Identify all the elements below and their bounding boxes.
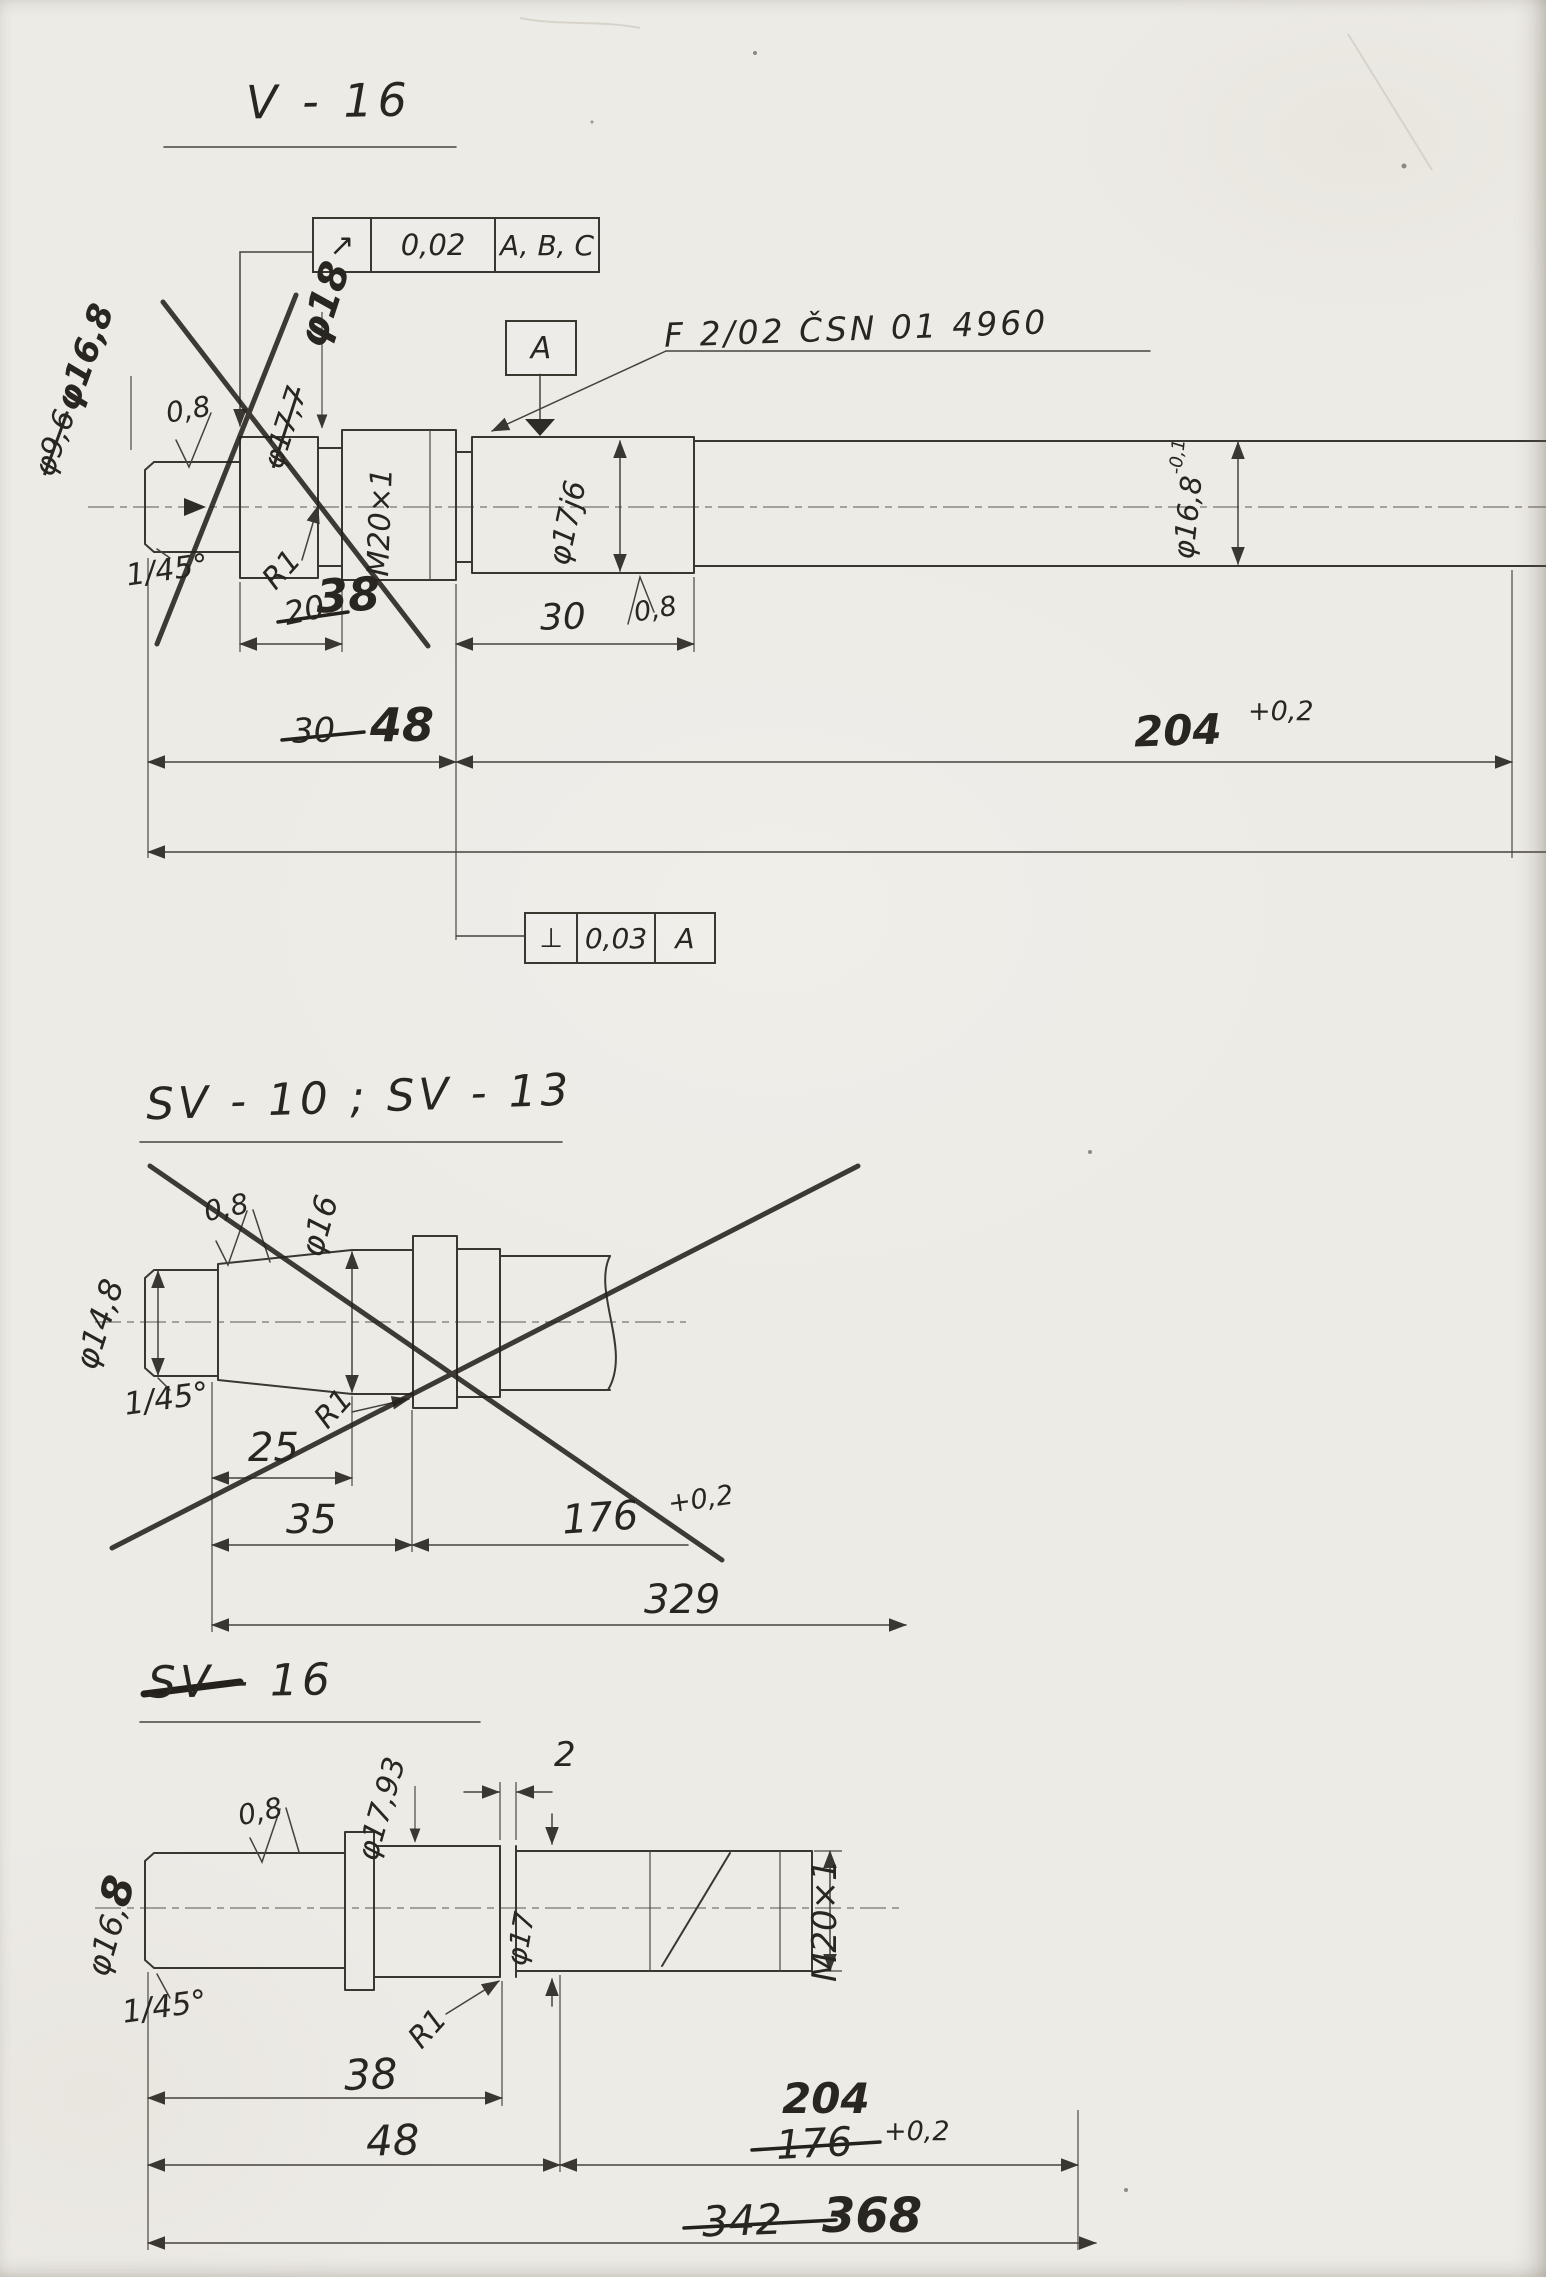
v16-perpendicularity-frame — [524, 912, 716, 964]
perpendicularity-value: 0,03 — [578, 914, 656, 962]
dia-left-new-label: φ16,8 — [47, 298, 123, 417]
runout-tolerance-value: 0,02 — [372, 219, 496, 271]
len-journal-label: 30 — [539, 596, 587, 639]
dia-left-old-label: φ9,6 — [26, 405, 83, 481]
sv10-len-329-label: 329 — [644, 1577, 721, 1623]
len-left-old-label: 30 — [291, 710, 336, 752]
sv16-thread-label: M20×1 — [805, 1859, 845, 1982]
datum-a-box: A — [505, 320, 577, 376]
sv16-linework — [95, 1682, 1096, 2250]
len-body-label: 204 — [1133, 704, 1223, 757]
thread-label: M20×1 — [361, 467, 400, 578]
sv16-len-176-tol-label: +0,2 — [884, 2116, 950, 2147]
sv16-title-struck-letter: S — [147, 1657, 181, 1709]
dia-step-old-label: φ17,7 — [255, 382, 314, 473]
perpendicularity-datum: A — [675, 921, 695, 955]
len-thread-new-label: 38 — [314, 566, 382, 624]
dia-step-new-label: φ18 — [289, 256, 360, 353]
len-thread-old-label: 20 — [280, 587, 329, 633]
sv16-roughness-label: 0,8 — [234, 1790, 286, 1833]
sv16-chamfer-label: 1/45° — [119, 1983, 210, 2031]
dia-body-tolerance: -0,1 — [1165, 438, 1190, 476]
runout-datum-refs: A, B, C — [499, 228, 595, 262]
sv16-dia-land-label: φ17,93 — [350, 1753, 414, 1865]
sv16-len-38-label: 38 — [343, 2049, 399, 2100]
sv10-dia-left-label: φ14,8 — [66, 1274, 132, 1374]
v16-runout-tolerance-frame — [312, 217, 600, 273]
sv10-len-35-label: 35 — [286, 1497, 337, 1543]
surface-treatment-note: F 2/02 ČSN 01 4960 — [663, 302, 1049, 355]
v16-title: V - 16 — [245, 72, 413, 130]
sv16-title-rest: V - 16 — [179, 1654, 335, 1709]
sv16-len-groove-label: 2 — [554, 1735, 576, 1775]
sv10-chamfer-label: 1/45° — [121, 1375, 212, 1423]
dia-journal-label: φ17j6 — [541, 477, 594, 569]
len-body-tol-label: +0,2 — [1248, 696, 1314, 727]
sv16-title — [147, 1654, 335, 1709]
sv16-len-342-old-label: 342 — [701, 2194, 783, 2247]
roughness-left-label: 0,8 — [163, 389, 213, 430]
sv16-dia-groove-label: φ17 — [499, 1909, 542, 1969]
sv10-len-176-label: 176 — [560, 1492, 640, 1544]
chamfer-label: 1/45° — [123, 547, 211, 594]
scan-artifacts — [520, 18, 1432, 2192]
sv16-len-176-old-label: 176 — [774, 2119, 854, 2169]
sv16-len-204-label: 204 — [782, 2074, 870, 2123]
fillet-label: R1 — [255, 543, 309, 597]
roughness-journal-label: 0,8 — [631, 590, 680, 629]
sv16-fillet-label: R1 — [401, 2002, 455, 2056]
sv16-dia-left-prefix: φ16, — [78, 1900, 135, 1981]
sv16-dia-left-bold-digit: 8 — [89, 1870, 145, 1912]
sv16-len-368-label: 368 — [822, 2188, 923, 2244]
sv10-sv13-title: SV - 10 ; SV - 13 — [145, 1064, 574, 1131]
sv16-len-48-label: 48 — [365, 2115, 421, 2166]
sv10-len-25-label: 25 — [248, 1425, 299, 1471]
sv10-roughness-label: 0,8 — [200, 1186, 252, 1229]
v16-linework — [88, 147, 1546, 940]
sv10-fillet-label: R1 — [307, 1382, 361, 1436]
sv10-dia-taper-label: φ16 — [292, 1190, 346, 1261]
len-left-new-label: 48 — [370, 698, 435, 752]
perpendicularity-icon: ⊥ — [526, 914, 578, 962]
dia-body-value: φ16,8 — [1166, 474, 1209, 561]
sv10-len-176-tol-label: +0,2 — [666, 1479, 736, 1520]
circular-runout-icon: ↗ — [314, 219, 372, 271]
